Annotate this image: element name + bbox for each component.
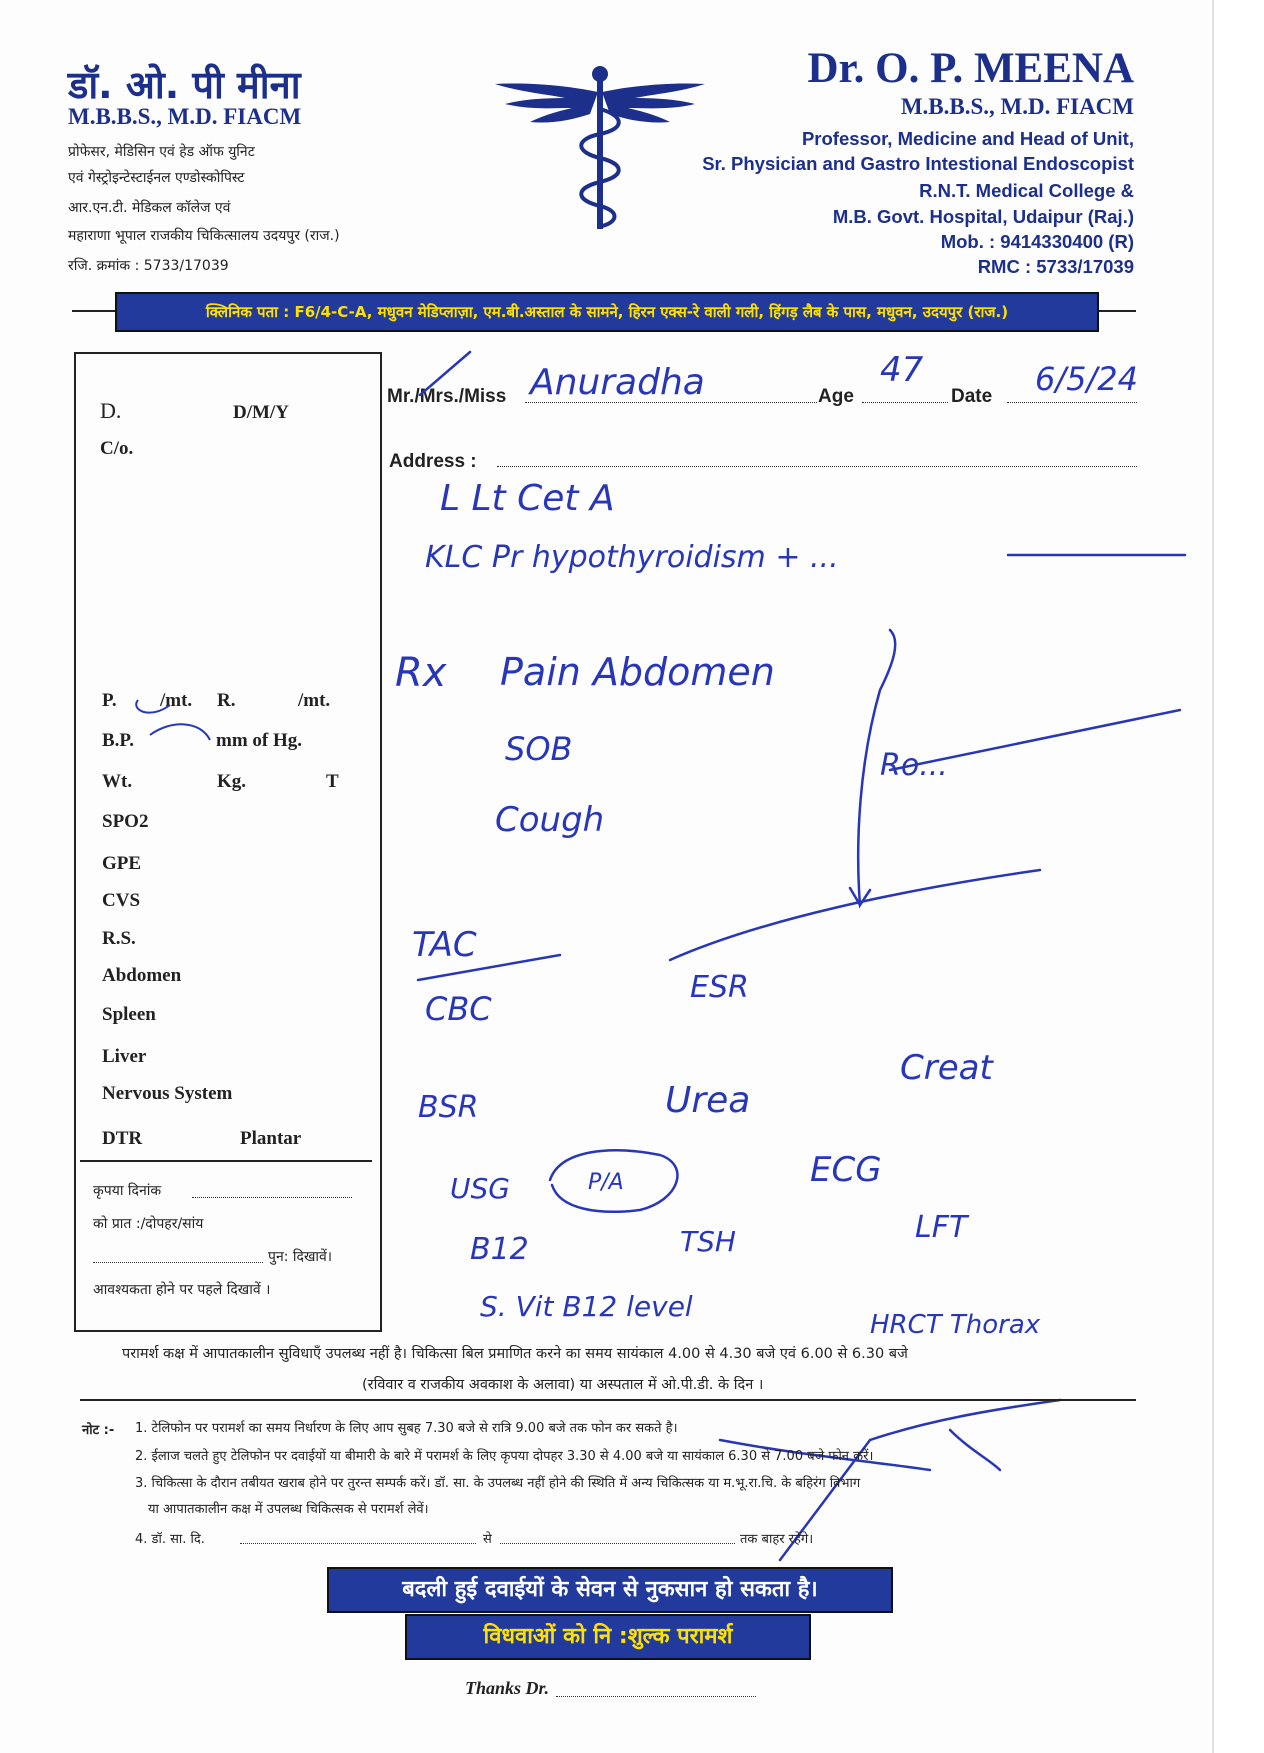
note-item: 3. चिकित्सा के दौरान तबीयत खराब होने पर तुरन्त सम्पर्क करें। डॉ. सा. के उपलब्ध नहीं होने की स्थिति में अन्य चिकित्सक या म.भू.रा.चि. के बहिरंग विभाग (135, 1476, 861, 1491)
weight-label: Wt. (102, 771, 133, 792)
hindi-designation-line: एवं गेस्ट्रोइन्टेस्टाईनल एण्डोस्कोपिस्ट (68, 170, 245, 186)
doctor-name-hindi: डॉ. ओ. पी मीना (68, 63, 301, 107)
dmy-label: D/M/Y (233, 402, 289, 423)
handwritten-line: Cough (495, 800, 605, 840)
handwritten-age: 47 (880, 350, 924, 390)
spleen-label: Spleen (102, 1004, 156, 1025)
caduceus-icon (490, 64, 710, 234)
handwritten-line: KLC Pr hypothyroidism + ... (425, 540, 839, 575)
away-from-line (240, 1543, 476, 1544)
handwritten-date: 6/5/24 (1035, 360, 1138, 398)
plantar-label: Plantar (240, 1128, 302, 1149)
resp-unit: /mt. (298, 690, 331, 711)
handwritten-line: L Lt Cet A (440, 478, 615, 519)
resp-label: R. (217, 690, 236, 711)
handwritten-line: Urea (665, 1080, 751, 1121)
handwritten-line: USG (450, 1172, 510, 1205)
temp-label: T (326, 771, 339, 792)
spo2-label: SPO2 (102, 811, 149, 832)
english-designation-line: Sr. Physician and Gastro Intestional Endoscopist (702, 153, 1134, 174)
emergency-notice-line: परामर्श कक्ष में आपातकालीन सुविधाएँ उपलब्ध नहीं है। चिकित्सा बिल प्रमाणित करने का समय सायंकाल 4.00 से 4.30 बजे एवं 6.00 से 6.30 बजे (122, 1346, 908, 1362)
gpe-label: GPE (102, 853, 142, 874)
degrees-right: M.B.B.S., M.D. FIACM (900, 94, 1134, 119)
bp-label: B.P. (102, 730, 135, 751)
handwritten-line: S. Vit B12 level (480, 1290, 693, 1323)
clinic-address-banner: क्लिनिक पता : F6/4-C-A, मधुवन मेडिप्लाज़ा, एम.बी.अस्ताल के सामने, हिरन एक्स-रे वाली गली, हिंगड़ लैब के पास, मधुवन, उदयपुर (राज.) (115, 292, 1099, 332)
nervous-system-label: Nervous System (102, 1083, 233, 1104)
followup-date-label: कृपया दिनांक (93, 1183, 162, 1199)
hindi-designation-line: प्रोफेसर, मेडिसिन एवं हेड ऑफ युनिट (68, 144, 255, 160)
away-to-line (500, 1543, 735, 1544)
patient-name-label: Mr./Mrs./Miss (387, 386, 507, 407)
note-label: नोट :- (82, 1423, 115, 1438)
hindi-designation-line: महाराणा भूपाल राजकीय चिकित्सालय उदयपुर (राज.) (68, 228, 340, 244)
handwritten-patient-name: Anuradha (530, 362, 705, 403)
note-item: से (483, 1532, 492, 1547)
handwritten-line: LFT (915, 1210, 968, 1245)
handwritten-line: TSH (680, 1225, 736, 1258)
english-designation-line: R.N.T. Medical College & (919, 180, 1134, 201)
date-label: Date (951, 386, 993, 407)
bp-unit: mm of Hg. (216, 730, 303, 751)
notes-divider (80, 1399, 1136, 1401)
age-label: Age (818, 386, 854, 407)
hindi-designation-line: आर.एन.टी. मेडिकल कॉलेज एवं (68, 200, 231, 216)
note-item: 4. डॉ. सा. दि. (135, 1532, 205, 1547)
followup-date-line (192, 1197, 352, 1198)
english-designation-line: M.B. Govt. Hospital, Udaipur (Raj.) (832, 206, 1134, 227)
rs-label: R.S. (102, 928, 136, 949)
handwritten-line: B12 (470, 1232, 529, 1267)
handwritten-line: ECG (810, 1150, 882, 1190)
pulse-unit: /mt. (160, 690, 193, 711)
handwritten-line: HRCT Thorax (870, 1310, 1041, 1340)
handwritten-line: BSR (418, 1090, 479, 1125)
handwritten-line: SOB (505, 730, 573, 768)
english-designation-line: Professor, Medicine and Head of Unit, (801, 128, 1134, 149)
handwritten-line: Ro... (880, 748, 948, 783)
followup-revisit-label: पुन: दिखावें। (268, 1249, 333, 1265)
degrees-left: M.B.B.S., M.D. FIACM (68, 104, 302, 129)
liver-label: Liver (102, 1046, 147, 1067)
followup-early-label: आवश्यकता होने पर पहले दिखावें । (93, 1282, 271, 1298)
thanks-line (556, 1696, 756, 1697)
co-label: C/o. (100, 438, 134, 459)
hindi-registration: रजि. क्रमांक : 5733/17039 (68, 258, 229, 274)
date-line[interactable] (1007, 402, 1137, 403)
handwritten-line: P/A (588, 1170, 624, 1195)
thanks-label: Thanks Dr. (465, 1678, 550, 1698)
d-label: D. (100, 398, 122, 423)
kg-label: Kg. (217, 771, 247, 792)
pulse-label: P. (102, 690, 117, 711)
handwritten-line: CBC (425, 990, 492, 1028)
address-line[interactable] (497, 466, 1137, 467)
handwritten-line: Rx (395, 650, 447, 696)
emergency-notice-line: (रविवार व राजकीय अवकाश के अलावा) या अस्पताल में ओ.पी.डी. के दिन । (362, 1377, 764, 1393)
medicine-warning-banner: बदली हुई दवाईयों के सेवन से नुकसान हो सकता है। (327, 1567, 893, 1613)
handwritten-line: TAC (412, 925, 477, 965)
note-item: या आपातकालीन कक्ष में उपलब्ध चिकित्सक से परामर्श लेवें। (148, 1502, 429, 1517)
handwritten-line: Creat (900, 1048, 993, 1088)
doctor-name-english: Dr. O. P. MEENA (807, 45, 1134, 92)
note-item: 2. ईलाज चलते हुए टेलिफोन पर दवाईयों या बीमारी के बारे में परामर्श के लिए कृपया दोपहर 3.30 से 4.00 बजे या सायंकाल 6.30 से 7.00 बजे फोन करें। (135, 1449, 874, 1464)
note-item: 1. टेलिफोन पर परामर्श का समय निर्धारण के लिए आप सुबह 7.30 बजे से रात्रि 9.00 बजे तक फोन कर सकते है। (135, 1421, 678, 1436)
rmc-number: RMC : 5733/17039 (977, 256, 1134, 277)
handwritten-line: ESR (690, 970, 749, 1005)
age-line[interactable] (862, 402, 948, 403)
followup-time-label: को प्रात :/दोपहर/सांय (93, 1216, 204, 1232)
note-item: तक बाहर रहेंगे। (740, 1532, 814, 1547)
mobile-number: Mob. : 9414330400 (R) (940, 231, 1134, 252)
followup-divider (80, 1160, 372, 1162)
address-label: Address : (389, 451, 477, 472)
handwritten-line: Pain Abdomen (500, 650, 775, 694)
dtr-label: DTR (102, 1128, 143, 1149)
free-consultation-banner: विधवाओं को नि :शुल्क परामर्श (405, 1614, 811, 1660)
followup-blank-line (93, 1262, 263, 1263)
abdomen-label: Abdomen (102, 965, 182, 986)
cvs-label: CVS (102, 890, 141, 911)
